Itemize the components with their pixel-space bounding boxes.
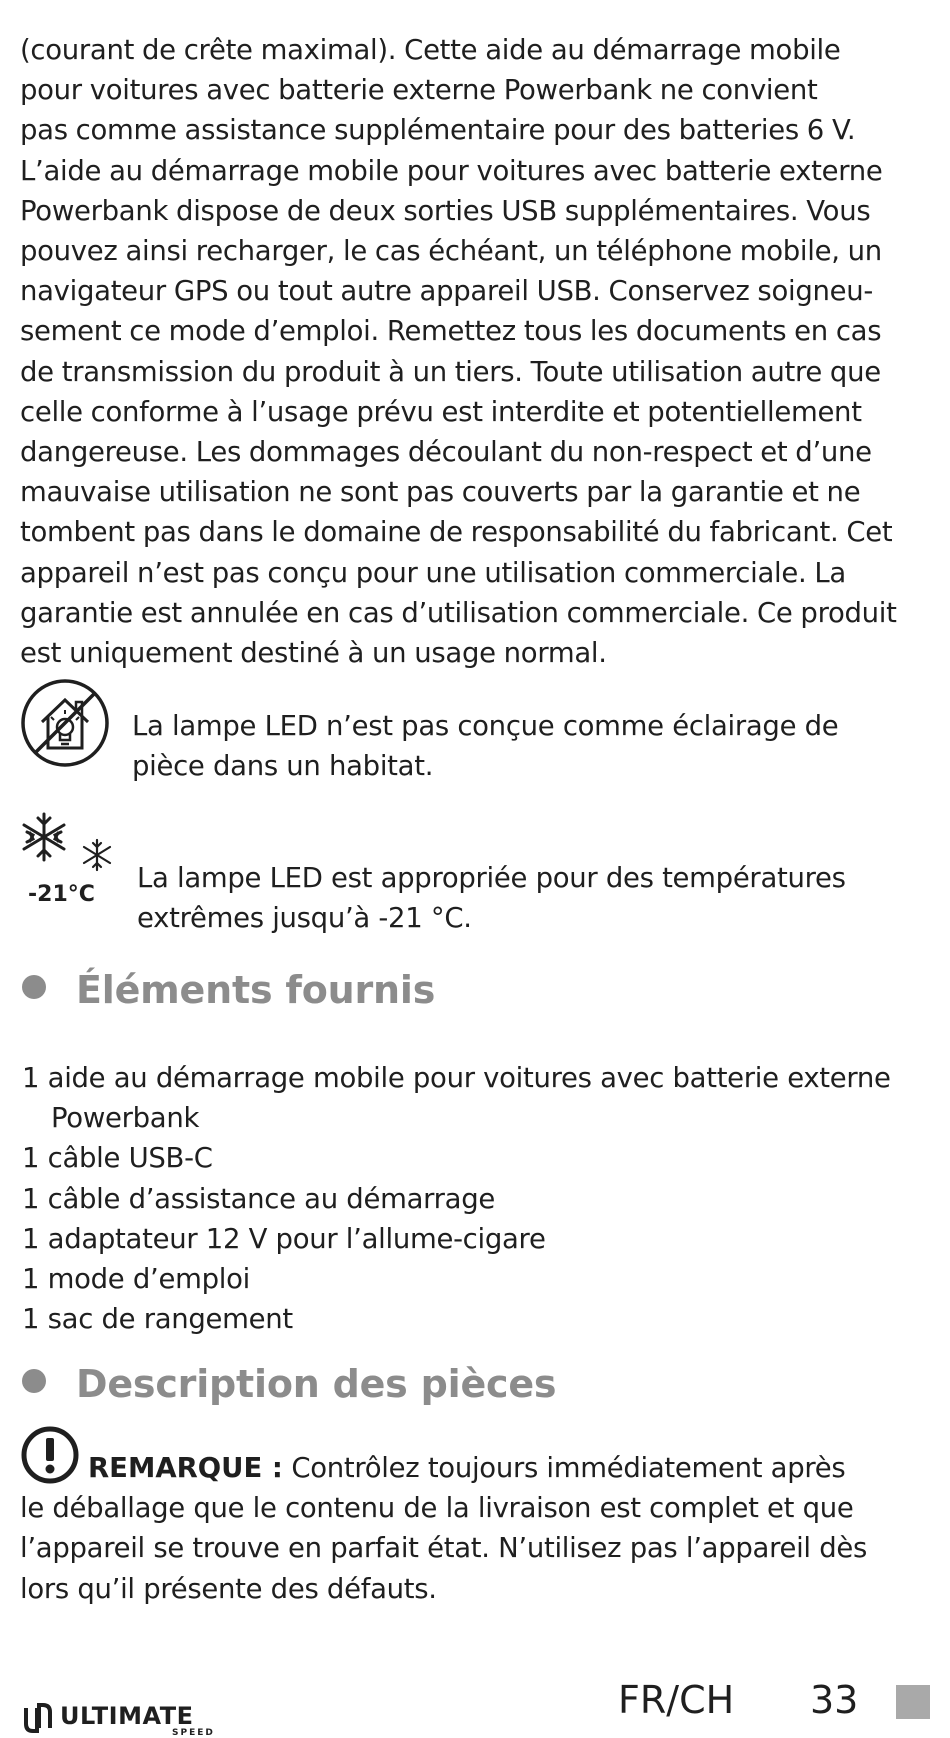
section-title: Description des pièces	[76, 1362, 557, 1406]
exclamation-icon	[20, 1425, 80, 1485]
intro-line: garantie est annulée en cas d’utilisation commerciale. Ce produit	[20, 596, 897, 629]
intro-line: pas comme assistance supplémentaire pour des batteries 6 V.	[20, 114, 856, 147]
list-item	[22, 1179, 932, 1219]
page-number: 33	[810, 1678, 859, 1722]
heading-bullet-icon	[22, 1369, 46, 1393]
intro-line: est uniquement destiné à un usage normal.	[20, 637, 607, 670]
intro-line: mauvaise utilisation ne sont pas couverts par la garantie et ne	[20, 476, 861, 509]
list-item	[22, 1299, 932, 1339]
list-item-continuation: Powerbank	[51, 1102, 200, 1135]
list-item	[22, 1219, 932, 1259]
remark-line: lors qu’il présente des défauts.	[20, 1572, 437, 1605]
remark-line: Contrôlez toujours immédiatement après	[291, 1452, 846, 1484]
remark-line: le déballage que le contenu de la livraison est complet et que	[20, 1492, 854, 1525]
heading-bullet-icon	[22, 975, 46, 999]
no-house-lighting-icon	[20, 678, 110, 768]
intro-line: celle conforme à l’usage prévu est interdite et potentiellement	[20, 395, 862, 428]
notice-temperature	[20, 810, 930, 935]
supplied-items-list	[22, 1058, 932, 1339]
intro-paragraph	[20, 30, 930, 673]
list-item	[22, 1058, 932, 1138]
list-item-text: 1 câble d’assistance au démarrage	[22, 1182, 495, 1215]
intro-line: de transmission du produit à un tiers. Toute utilisation autre que	[20, 355, 881, 388]
brand-logo-icon	[22, 1702, 54, 1734]
intro-line: pouvez ainsi recharger, le cas échéant, un téléphone mobile, un	[20, 235, 882, 268]
brand-name: ULTIMATE	[60, 1702, 194, 1730]
temperature-icon-label: -21°C	[28, 882, 95, 907]
brand-tagline: SPEED	[172, 1728, 215, 1738]
list-item-text: 1 mode d’emploi	[22, 1263, 250, 1296]
list-item-text: 1 aide au démarrage mobile pour voitures avec batterie externe	[22, 1062, 891, 1094]
intro-line: navigateur GPS ou tout autre appareil USB. Conservez soigneu-	[20, 275, 873, 308]
notice-line: La lampe LED est appropriée pour des températures	[137, 862, 846, 894]
section-title: Éléments fournis	[76, 968, 436, 1012]
intro-line: pour voitures avec batterie externe Powerbank ne convient	[20, 74, 818, 107]
notice-temperature-text	[137, 858, 846, 938]
notice-line: extrêmes jusqu’à -21 °C.	[137, 902, 472, 935]
intro-line: appareil n’est pas conçu pour une utilisation commerciale. La	[20, 556, 846, 589]
section-heading-parts	[22, 1362, 556, 1406]
notice-line: La lampe LED n’est pas conçue comme éclairage de	[132, 710, 839, 742]
list-item-text: 1 sac de rangement	[22, 1303, 293, 1336]
notice-house-lighting	[20, 676, 930, 783]
intro-line: sement ce mode d’emploi. Remettez tous les documents en cas	[20, 315, 882, 348]
intro-line: Powerbank dispose de deux sorties USB supplémentaires. Vous	[20, 194, 871, 227]
intro-line: tombent pas dans le domaine de responsabilité du fabricant. Cet	[20, 516, 893, 549]
intro-line: (courant de crête maximal). Cette aide au démarrage mobile	[20, 34, 841, 66]
footer-language: FR/CH	[618, 1678, 735, 1722]
notice-line: pièce dans un habitat.	[132, 750, 434, 783]
section-heading-supplied	[22, 968, 435, 1012]
list-item	[22, 1138, 932, 1178]
remark-line: l’appareil se trouve en parfait état. N’utilisez pas l’appareil dès	[20, 1532, 868, 1565]
snowflake-icon	[20, 810, 120, 872]
list-item	[22, 1259, 932, 1299]
intro-line: dangereuse. Les dommages découlant du non-respect et d’une	[20, 436, 872, 469]
remark-block	[20, 1425, 930, 1609]
intro-line: L’aide au démarrage mobile pour voitures avec batterie externe	[20, 154, 883, 187]
remark-label: REMARQUE :	[88, 1452, 283, 1484]
list-item-text: 1 câble USB-C	[22, 1142, 213, 1175]
page-marker-square	[896, 1685, 930, 1719]
notice-house-text	[132, 706, 838, 786]
list-item-text: 1 adaptateur 12 V pour l’allume-cigare	[22, 1222, 546, 1255]
